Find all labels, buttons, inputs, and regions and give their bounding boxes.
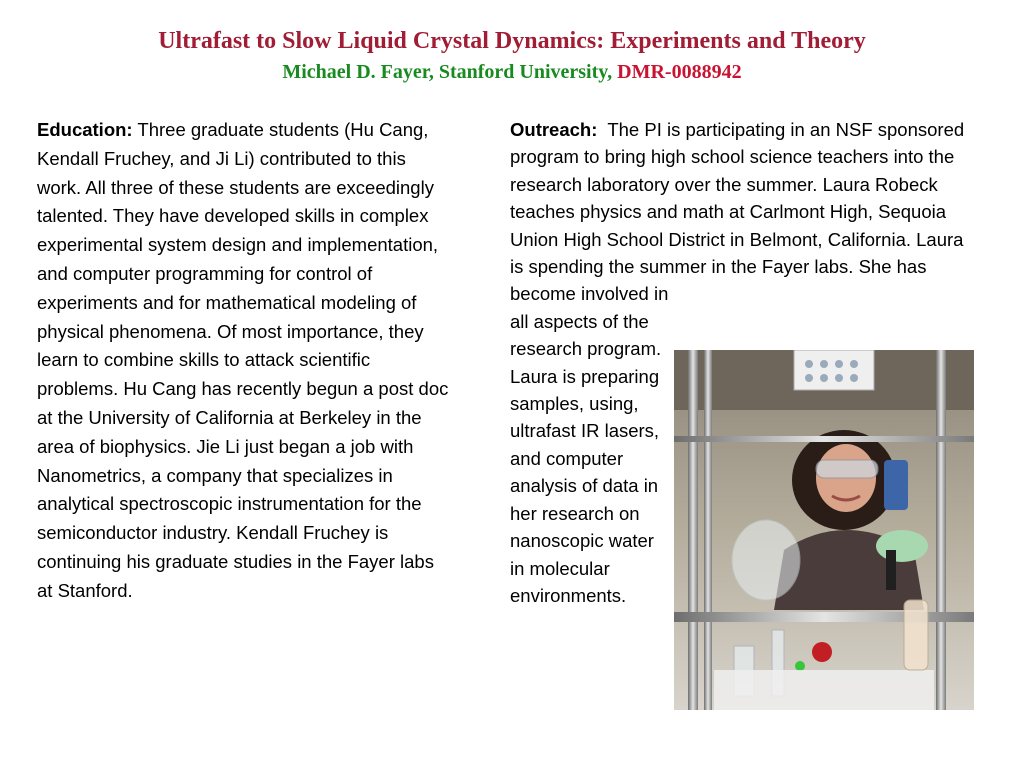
page-title: Ultrafast to Slow Liquid Crystal Dynamics: Experiments and Theory [158, 28, 866, 54]
page-subtitle [0, 58, 1024, 86]
outreach-label: Outreach: [510, 119, 598, 140]
outreach-text-wide: The PI is participating in an NSF sponsored program to bring high school science teachers into the research laboratory over the summer. Laura Robeck teaches physics and math at Carlmont High, Sequoia Union High School District in Belmont, California. Laura is spending the summer in the Fayer labs. She has become involved in [510, 119, 965, 305]
education-label: Education: [37, 119, 133, 140]
award-number: DMR-0088942 [617, 61, 742, 83]
lab-photo [674, 350, 974, 710]
education-text: Three graduate students (Hu Cang, Kendall Fruchey, and Ji Li) contributed to this work. All three of these students are exceedingly talented. They have developed skills in complex experimental system design and implementation, and computer programming for control of experiments and for mathematical modeling of physical phenomena. Of most importance, they learn to combine skills to attack scientific problems. Hu Cang has recently begun a post doc at the University of California at Berkeley in the area of biophysics. Jie Li just began a job with Nanometrics, a company that specializes in analytical spectroscopic instrumentation for the semiconductor industry. Kendall Fruchey is continuing his graduate studies in the Fayer labs at Stanford. [37, 119, 449, 601]
education-section [37, 116, 452, 606]
author-affiliation: Michael D. Fayer, Stanford University, [282, 61, 613, 83]
outreach-paragraph [510, 116, 980, 308]
outreach-text-narrow: all aspects of the research program. Laura is preparing samples, using, ultrafast IR lasers, and computer analysis of data in her research on nanoscopic water in molecular environments. [510, 310, 662, 606]
